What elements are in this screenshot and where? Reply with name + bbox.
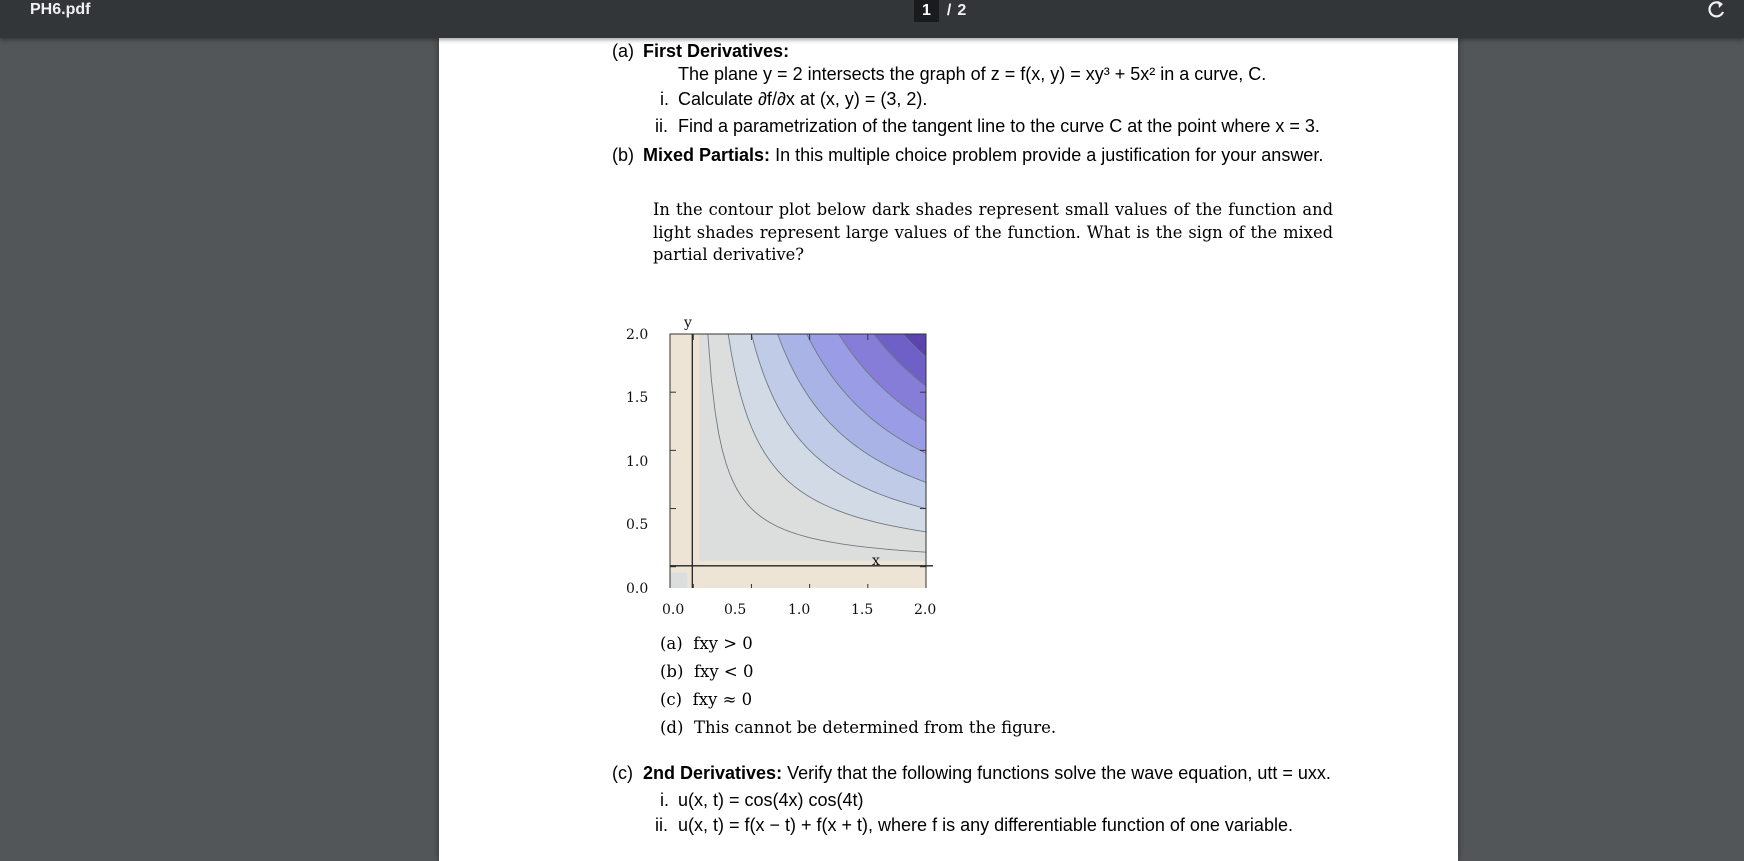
- option-a[interactable]: (a) fxy > 0: [660, 634, 753, 653]
- x-tick-3: 1.5: [851, 602, 874, 618]
- part-a-item-i-label: i.: [660, 89, 669, 109]
- x-axis-label: x: [872, 553, 880, 569]
- x-tick-4: 2.0: [914, 602, 937, 618]
- page-total: 2: [957, 2, 967, 19]
- part-c-item-ii-text: u(x, t) = f(x − t) + f(x + t), where f is any differentiable function of one variable.: [678, 815, 1293, 835]
- part-b-label: (b): [612, 145, 634, 165]
- contour-fills: [670, 334, 926, 588]
- y-tick-4: 0.0: [626, 581, 649, 597]
- part-a-label: (a): [612, 41, 634, 61]
- option-b[interactable]: (b) fxy < 0: [660, 662, 754, 681]
- part-a-intro: The plane y = 2 intersects the graph of z = f(x, y) = xy³ + 5x² in a curve, C.: [678, 64, 1267, 84]
- part-a-item-ii-text: Find a parametrization of the tangent line to the curve C at the point where x = 3.: [678, 116, 1320, 136]
- part-c-item-i-text: u(x, t) = cos(4x) cos(4t): [678, 790, 864, 810]
- y-axis-label: y: [684, 315, 692, 331]
- y-tick-2: 1.0: [626, 454, 649, 470]
- contour-region-neg: [670, 573, 687, 588]
- y-tick-3: 0.5: [626, 517, 649, 533]
- x-tick-0: 0.0: [662, 602, 685, 618]
- x-tick-1: 0.5: [724, 602, 747, 618]
- rotate-button[interactable]: [1706, 0, 1732, 20]
- pdf-toolbar: [0, 0, 1744, 38]
- page-separator: /: [946, 2, 952, 19]
- part-c-heading: 2nd Derivatives: Verify that the following functions solve the wave equation, utt = uxx.: [643, 763, 1331, 783]
- contour-plot: [626, 268, 959, 618]
- part-a-item-i-text: Calculate ∂f/∂x at (x, y) = (3, 2).: [678, 89, 928, 109]
- part-c-item-i-label: i.: [660, 790, 669, 810]
- part-a-title: First Derivatives:: [643, 41, 790, 61]
- option-c[interactable]: (c) fxy ≈ 0: [660, 690, 753, 709]
- page-indicator: [914, 0, 966, 22]
- part-b-heading: Mixed Partials: In this multiple choice problem provide a justification for your answer.: [643, 145, 1324, 165]
- y-tick-0: 2.0: [626, 327, 649, 343]
- pdf-page: [439, 38, 1458, 861]
- option-d[interactable]: (d) This cannot be determined from the figure.: [660, 718, 1057, 737]
- x-tick-2: 1.0: [788, 602, 811, 618]
- rotate-icon: [1706, 0, 1728, 20]
- part-b-paragraph: In the contour plot below dark shades represent small values of the function and light shades represent large values of the function. What is the sign of the mixed partial derivative?: [653, 200, 1333, 264]
- part-c-item-ii-label: ii.: [655, 815, 668, 835]
- page-number-input[interactable]: 1: [914, 0, 939, 22]
- part-c-label: (c): [612, 763, 633, 783]
- file-name: PH6.pdf: [30, 1, 91, 18]
- y-tick-1: 1.5: [626, 390, 649, 406]
- part-a-item-ii-label: ii.: [655, 116, 668, 136]
